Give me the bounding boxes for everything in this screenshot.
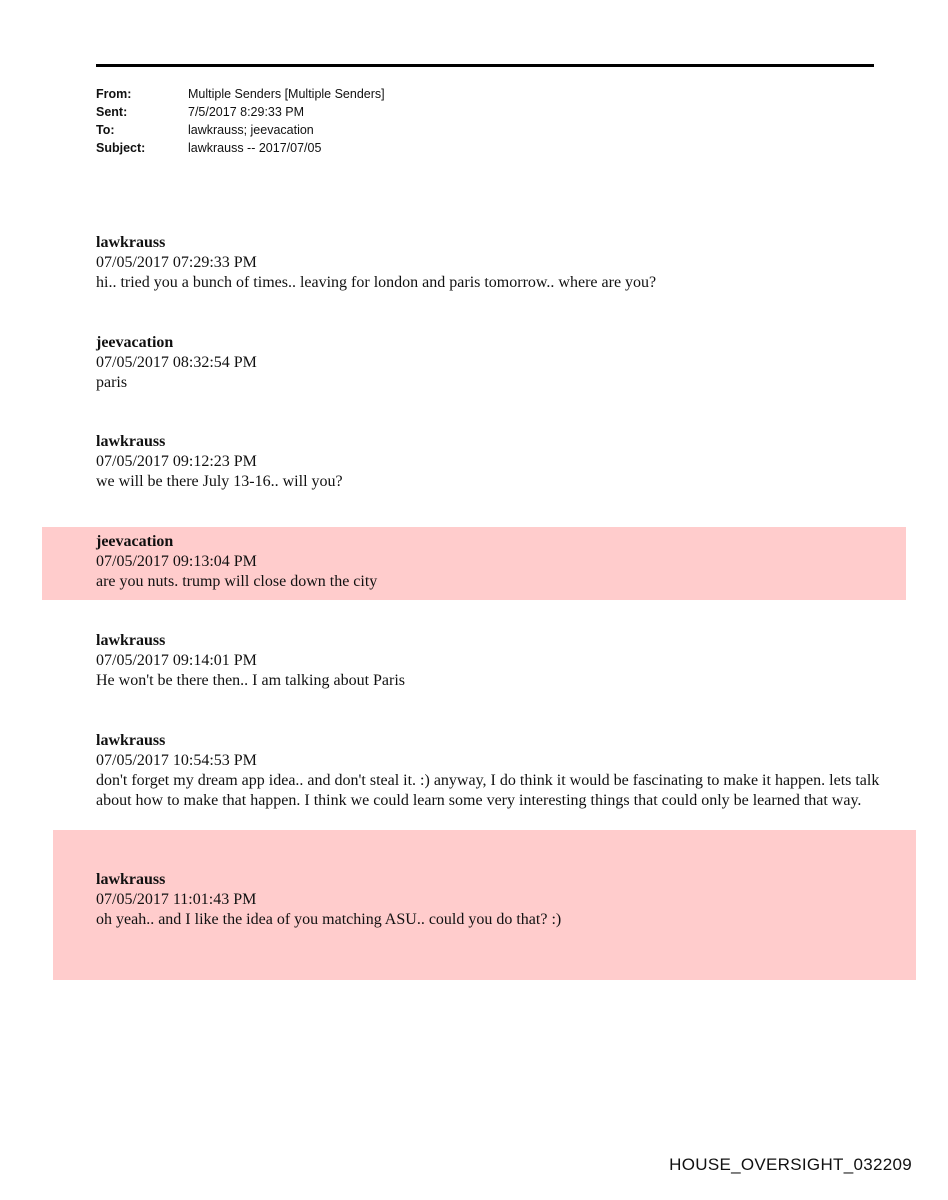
message-sender: jeevacation (96, 533, 174, 550)
message (96, 731, 886, 811)
message-text: we will be there July 13-16.. will you? (96, 473, 343, 490)
sent-label: Sent: (96, 105, 128, 119)
from-label: From: (96, 87, 132, 101)
message-timestamp: 07/05/2017 11:01:43 PM (96, 891, 257, 908)
message-timestamp: 07/05/2017 09:12:23 PM (96, 453, 257, 470)
message-sender: lawkrauss (96, 871, 166, 888)
to-label: To: (96, 123, 115, 137)
message-text: are you nuts. trump will close down the city (96, 573, 378, 590)
message (96, 870, 886, 930)
message-timestamp: 07/05/2017 10:54:53 PM (96, 752, 257, 769)
sent-row (96, 103, 385, 121)
message-text: hi.. tried you a bunch of times.. leaving for london and paris tomorrow.. where are you? (96, 274, 657, 291)
message (96, 233, 886, 293)
message-text: paris (96, 374, 128, 391)
message-timestamp: 07/05/2017 07:29:33 PM (96, 254, 257, 271)
bates-number: HOUSE_OVERSIGHT_032209 (669, 1155, 912, 1174)
from-value: Multiple Senders [Multiple Senders] (188, 87, 385, 101)
message-timestamp: 07/05/2017 08:32:54 PM (96, 354, 257, 371)
message (96, 532, 886, 592)
email-header (96, 85, 385, 157)
from-row (96, 85, 385, 103)
header-rule (96, 64, 874, 67)
message-timestamp: 07/05/2017 09:14:01 PM (96, 652, 257, 669)
message (96, 631, 886, 691)
message-sender: lawkrauss (96, 732, 166, 749)
subject-label: Subject: (96, 141, 146, 155)
message (96, 432, 886, 492)
message (96, 333, 886, 393)
message-sender: lawkrauss (96, 632, 166, 649)
sent-value: 7/5/2017 8:29:33 PM (188, 105, 305, 119)
subject-row (96, 139, 385, 157)
subject-value: lawkrauss -- 2017/07/05 (188, 141, 322, 155)
message-sender: lawkrauss (96, 433, 166, 450)
to-row (96, 121, 385, 139)
message-sender: lawkrauss (96, 234, 166, 251)
message-text: don't forget my dream app idea.. and don't steal it. :) anyway, I do think it would be fascinating to make it happen. lets talk about how to make that happen. I think we could learn some very interesting things that could only be learned that way. (96, 772, 880, 809)
message-text: He won't be there then.. I am talking about Paris (96, 672, 406, 689)
message-timestamp: 07/05/2017 09:13:04 PM (96, 553, 257, 570)
message-sender: jeevacation (96, 334, 174, 351)
message-text: oh yeah.. and I like the idea of you matching ASU.. could you do that? :) (96, 911, 562, 928)
to-value: lawkrauss; jeevacation (188, 123, 314, 137)
